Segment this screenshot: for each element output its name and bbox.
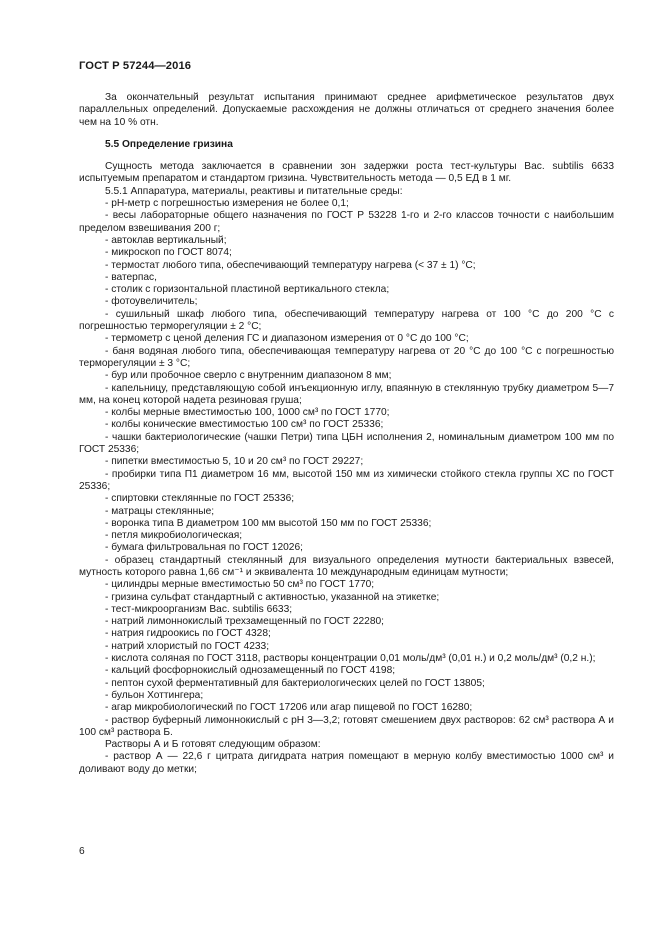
body-paragraph: - столик с горизонтальной пластиной вертикального стекла;: [105, 284, 390, 296]
body-paragraph: - раствор буферный лимоннокислый с pH 3—3,2; готовят смешением двух растворов: 62 см³ раствора А и 100 см³ раствора Б.: [79, 714, 614, 738]
body-paragraph: - агар микробиологический по ГОСТ 17206 или агар пищевой по ГОСТ 16280;: [105, 702, 473, 714]
body-paragraph: - образец стандартный стеклянный для визуального определения мутности бактериальных взвесей, мутность которого равна 1,66 см⁻¹ и эквивалента 10 международным единицам мутности;: [79, 554, 614, 578]
body-paragraph: - гризина сульфат стандартный с активностью, указанной на этикетке;: [105, 591, 440, 603]
spacer: [79, 151, 614, 161]
body-paragraph: - спиртовки стеклянные по ГОСТ 25336;: [105, 493, 295, 505]
body-paragraph: - натрий хлористый по ГОСТ 4233;: [105, 640, 270, 652]
intro-paragraph: За окончательный результат испытания принимают среднее арифметическое результатов двух параллельных определений. Допускаемые расхождения не должны отличаться от среднего значения более чем на 10 % отн.: [79, 92, 614, 128]
body-paragraph: - фотоувеличитель;: [105, 296, 198, 308]
body-paragraph: - воронка типа В диаметром 100 мм высотой 150 мм по ГОСТ 25336;: [105, 517, 432, 529]
body-paragraph: - матрацы стеклянные;: [105, 505, 215, 517]
body-paragraph: - цилиндры мерные вместимостью 50 см³ по ГОСТ 1770;: [105, 579, 375, 591]
body-paragraph: Растворы А и Б готовят следующим образом:: [105, 739, 321, 751]
section-paragraphs: [79, 161, 614, 776]
body-paragraph: - бумага фильтровальная по ГОСТ 12026;: [105, 542, 303, 554]
body-paragraph: Сущность метода заключается в сравнении зон задержки роста тест-культуры Bac. subtilis 6633 испытуемым препаратом и стандартом гризина. Чувствительность метода — 0,5 ЕД в 1 мг.: [79, 161, 614, 185]
body-paragraph: - термостат любого типа, обеспечивающий температуру нагрева (< 37 ± 1) °С;: [105, 259, 476, 271]
document-body: [79, 92, 614, 776]
body-paragraph: - капельницу, представляющую собой инъекционную иглу, впаянную в стеклянную трубку диаметром 5—7 мм, на конец которой надета резиновая груша;: [79, 382, 614, 406]
body-paragraph: - кальций фосфорнокислый однозамещенный по ГОСТ 4198;: [105, 665, 396, 677]
body-paragraph: - термометр с ценой деления ГС и диапазоном измерения от 0 °С до 100 °С;: [105, 333, 469, 345]
body-paragraph: - раствор А — 22,6 г цитрата дигидрата натрия помещают в мерную колбу вместимостью 1000 см³ и доливают воду до метки;: [79, 751, 614, 775]
body-paragraph: - весы лабораторные общего назначения по ГОСТ Р 53228 1-го и 2-го классов точности с наибольшим пределом взвешивания 200 г;: [79, 210, 614, 234]
body-paragraph: - чашки бактериологические (чашки Петри) типа ЦБН исполнения 2, номинальным диаметром 100 мм по ГОСТ 25336;: [79, 431, 614, 456]
body-paragraph: - пипетки вместимостью 5, 10 и 20 см³ по ГОСТ 29227;: [105, 456, 364, 468]
body-paragraph: - pH-метр с погрешностью измерения не более 0,1;: [105, 198, 349, 210]
document-header: ГОСТ Р 57244—2016: [79, 60, 192, 72]
body-paragraph: - бур или пробочное сверло с внутренним диапазоном 8 мм;: [105, 370, 392, 382]
body-paragraph: - кислота соляная по ГОСТ 3118, растворы концентрации 0,01 моль/дм³ (0,01 н.) и 0,2 моль/дм³ (0,2 н.);: [105, 653, 596, 665]
body-paragraph: - петля микробиологическая;: [105, 530, 243, 542]
body-paragraph: - автоклав вертикальный;: [105, 234, 227, 246]
body-paragraph: - колбы конические вместимостью 100 см³ по ГОСТ 25336;: [105, 419, 384, 431]
body-paragraph: - ватерпас,: [105, 271, 157, 283]
body-paragraph: - тест-микроорганизм Bac. subtilis 6633;: [105, 603, 293, 615]
body-paragraph: - пробирки типа П1 диаметром 16 мм, высотой 150 мм из химически стойкого стекла группы ХС по ГОСТ 25336;: [79, 468, 614, 492]
body-paragraph: - пептон сухой ферментативный для бактериологических целей по ГОСТ 13805;: [105, 677, 485, 689]
body-paragraph: - бульон Хоттингера;: [105, 689, 204, 701]
body-paragraph: - баня водяная любого типа, обеспечивающая температуру нагрева от 20 °С до 100 °С с погрешностью терморегуляции ± 3 °С;: [79, 345, 614, 369]
body-paragraph: - натрий лимоннокислый трехзамещенный по ГОСТ 22280;: [105, 616, 384, 628]
body-paragraph: 5.5.1 Аппаратура, материалы, реактивы и питательные среды:: [105, 185, 403, 197]
body-paragraph: - сушильный шкаф любого типа, обеспечивающий температуру нагрева от 100 °С до 200 °С с погрешностью терморегуляции ± 2 °С;: [79, 308, 614, 333]
page-number: 6: [79, 846, 85, 857]
body-paragraph: - микроскоп по ГОСТ 8074;: [105, 247, 232, 259]
spacer: [79, 129, 614, 139]
body-paragraph: - колбы мерные вместимостью 100, 1000 см³ по ГОСТ 1770;: [105, 407, 390, 419]
section-title: 5.5 Определение гризина: [105, 138, 233, 150]
body-paragraph: - натрия гидроокись по ГОСТ 4328;: [105, 628, 271, 640]
